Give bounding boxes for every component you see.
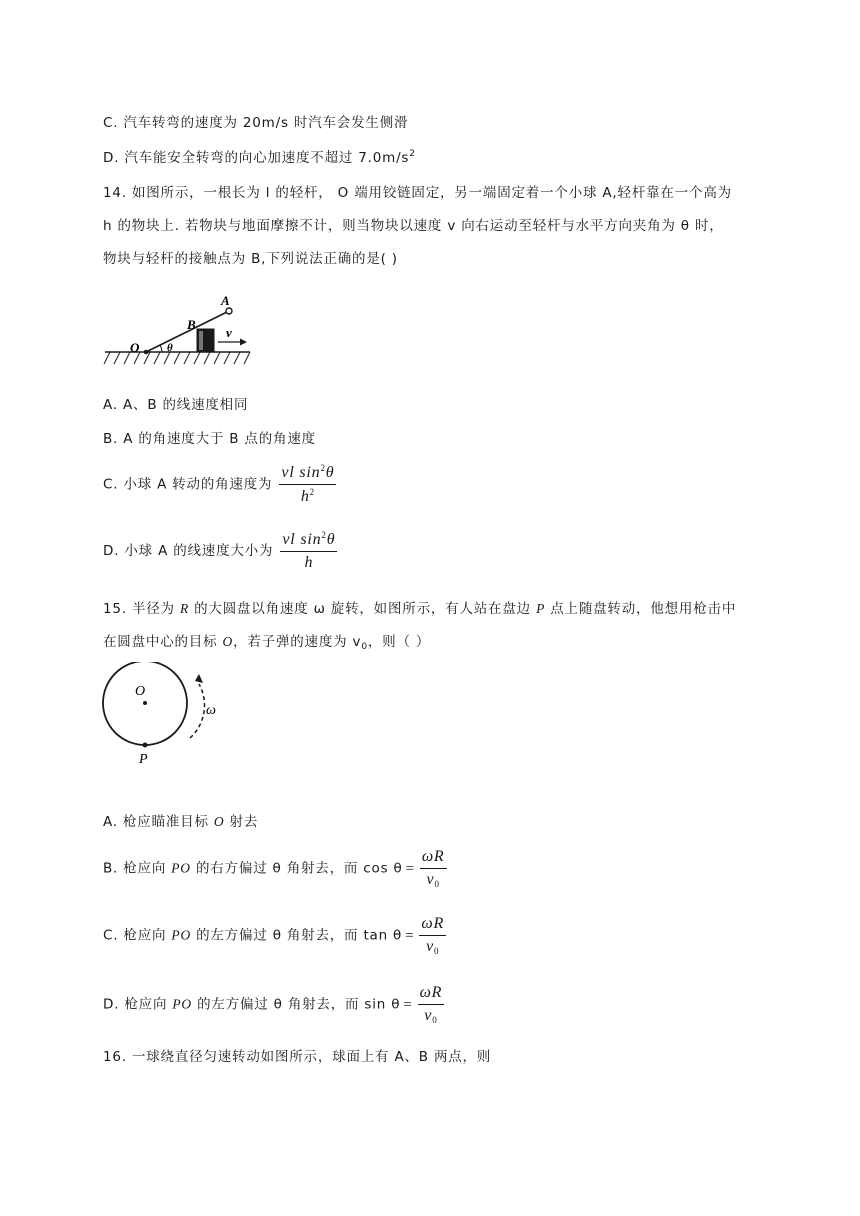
q15-option-c-eq: = — [405, 927, 415, 944]
q15-option-d — [103, 984, 444, 1025]
q15-option-b-po: PO — [171, 860, 191, 876]
q15-option-c-po: PO — [171, 927, 192, 943]
q15-option-c-text: C. 枪应向 — [103, 927, 172, 944]
q15-stem-2b: ，若子弹的速度为 v — [233, 634, 362, 650]
q15-option-c — [103, 915, 446, 956]
q15-option-d-text: D. 枪应向 — [103, 996, 173, 1013]
q15-option-c-tail: 的左方偏过 θ 角射去，而 tan θ — [191, 927, 403, 944]
q15-option-b-eq: = — [405, 860, 415, 877]
q14-option-c-num-sup: 2 — [320, 463, 326, 473]
q15-option-c-fraction — [419, 915, 446, 956]
q15-option-a — [103, 810, 258, 830]
q15-rotation-arrow — [190, 684, 205, 738]
q14-option-d-num-theta: θ — [326, 531, 336, 548]
q15-stem-p: P — [536, 601, 546, 616]
q15-stem-o: O — [222, 634, 234, 649]
q14-option-d-denominator: h — [304, 554, 314, 571]
q15-option-b — [103, 848, 447, 889]
q14-option-a: A. A、B 的线速度相同 — [103, 397, 249, 413]
q14-option-b: B. A 的角速度大于 B 点的角速度 — [103, 431, 316, 447]
q14-ball-a — [226, 308, 232, 314]
q15-option-a-text: A. 枪应瞄准目标 — [103, 814, 214, 830]
q15-option-d-tail: 的左方偏过 θ 角射去，而 sin θ — [191, 996, 401, 1013]
q14-option-d-numerator: vl sin — [282, 531, 322, 548]
q14-option-d-fraction — [280, 530, 337, 572]
q14-option-c-text: C. 小球 A 转动的角速度为 — [103, 476, 273, 493]
q15-stem-2c: ，则（ ） — [367, 634, 431, 650]
q13-option-c: C. 汽车转弯的速度为 20m/s 时汽车会发生侧滑 — [103, 115, 409, 131]
q13-option-d — [103, 146, 416, 166]
q14-option-c-num-theta: θ — [325, 464, 335, 481]
q15-label-omega: ω — [206, 703, 216, 718]
q14-option-d — [103, 530, 337, 572]
q15-option-b-fraction — [420, 848, 447, 889]
q15-stem-r: R — [179, 601, 189, 616]
q15-option-b-tail: 的右方偏过 θ 角射去，而 cos θ — [190, 860, 403, 877]
q14-stem-line-3: 物块与轻杆的接触点为 B,下列说法正确的是( ) — [103, 251, 398, 267]
q15-option-d-eq: = — [403, 996, 413, 1013]
q15-option-d-po: PO — [172, 996, 192, 1012]
q14-option-d-num-sup: 2 — [321, 530, 327, 540]
q14-option-c-denominator: h — [300, 488, 310, 505]
q14-stem-line-2: h 的物块上. 若物块与地面摩擦不计，则当物块以速度 v 向右运动至轻杆与水平方向夹角为 θ 时， — [103, 218, 724, 234]
q14-label-a: A — [221, 293, 230, 308]
q15-option-c-denominator: v — [426, 938, 435, 955]
q15-stem-line-1 — [103, 597, 736, 617]
q15-stem-1b: 的大圆盘以角速度 ω 旋转，如图所示，有人站在盘边 — [189, 601, 537, 617]
q15-option-d-fraction — [418, 984, 445, 1025]
q14-option-c-den-sup: 2 — [309, 487, 315, 497]
q15-point-p — [143, 743, 148, 748]
q15-option-d-numerator: ωR — [418, 984, 445, 1005]
q15-option-b-denominator: v — [426, 871, 435, 888]
q16-stem-line-1: 16. 一球绕直径匀速转动如图所示，球面上有 A、B 两点，则 — [103, 1049, 492, 1065]
q15-disk-figure — [98, 662, 233, 772]
q15-option-b-text: B. 枪应向 — [103, 860, 172, 877]
q14-option-c — [103, 463, 336, 506]
q15-option-a-tail: 射去 — [224, 814, 259, 830]
q13-option-d-text: D. 汽车能安全转弯的向心加速度不超过 7.0m/s — [103, 150, 410, 166]
q14-label-v: v — [226, 325, 232, 340]
q14-label-theta: θ — [167, 342, 173, 354]
q15-option-d-den-sub: 0 — [432, 1015, 438, 1025]
q15-option-c-numerator: ωR — [419, 915, 446, 936]
q14-stem-line-1: 14. 如图所示，一根长为 l 的轻杆， O 端用铰链固定，另一端固定着一个小球 A,轻杆靠在一个高为 — [103, 185, 732, 201]
q13-option-d-sup: 2 — [409, 149, 416, 159]
q14-option-d-text: D. 小球 A 的线速度大小为 — [103, 543, 274, 559]
q14-label-b: B — [187, 317, 196, 332]
q15-option-c-den-sub: 0 — [434, 946, 440, 956]
q15-label-o: O — [135, 684, 146, 699]
q15-center-o — [143, 701, 147, 705]
q15-option-b-den-sub: 0 — [434, 879, 440, 889]
q14-option-c-fraction — [279, 463, 336, 506]
q15-stem-line-2 — [103, 630, 430, 652]
q15-stem-2a: 在圆盘中心的目标 — [103, 634, 223, 650]
q15-label-p: P — [139, 752, 148, 767]
q15-stem-sub: 0 — [361, 642, 368, 652]
q15-option-d-denominator: v — [424, 1007, 433, 1024]
q15-stem-1c: 点上随盘转动，他想用枪击中 — [545, 601, 737, 617]
q14-pivot-o — [144, 350, 149, 355]
q14-label-o: O — [130, 340, 140, 355]
q15-option-a-o: O — [213, 814, 225, 829]
q15-stem-1a: 15. 半径为 — [103, 601, 180, 617]
q15-option-b-numerator: ωR — [420, 848, 447, 869]
q14-rod-block-figure — [100, 292, 260, 372]
q14-option-c-numerator: vl sin — [281, 464, 321, 481]
